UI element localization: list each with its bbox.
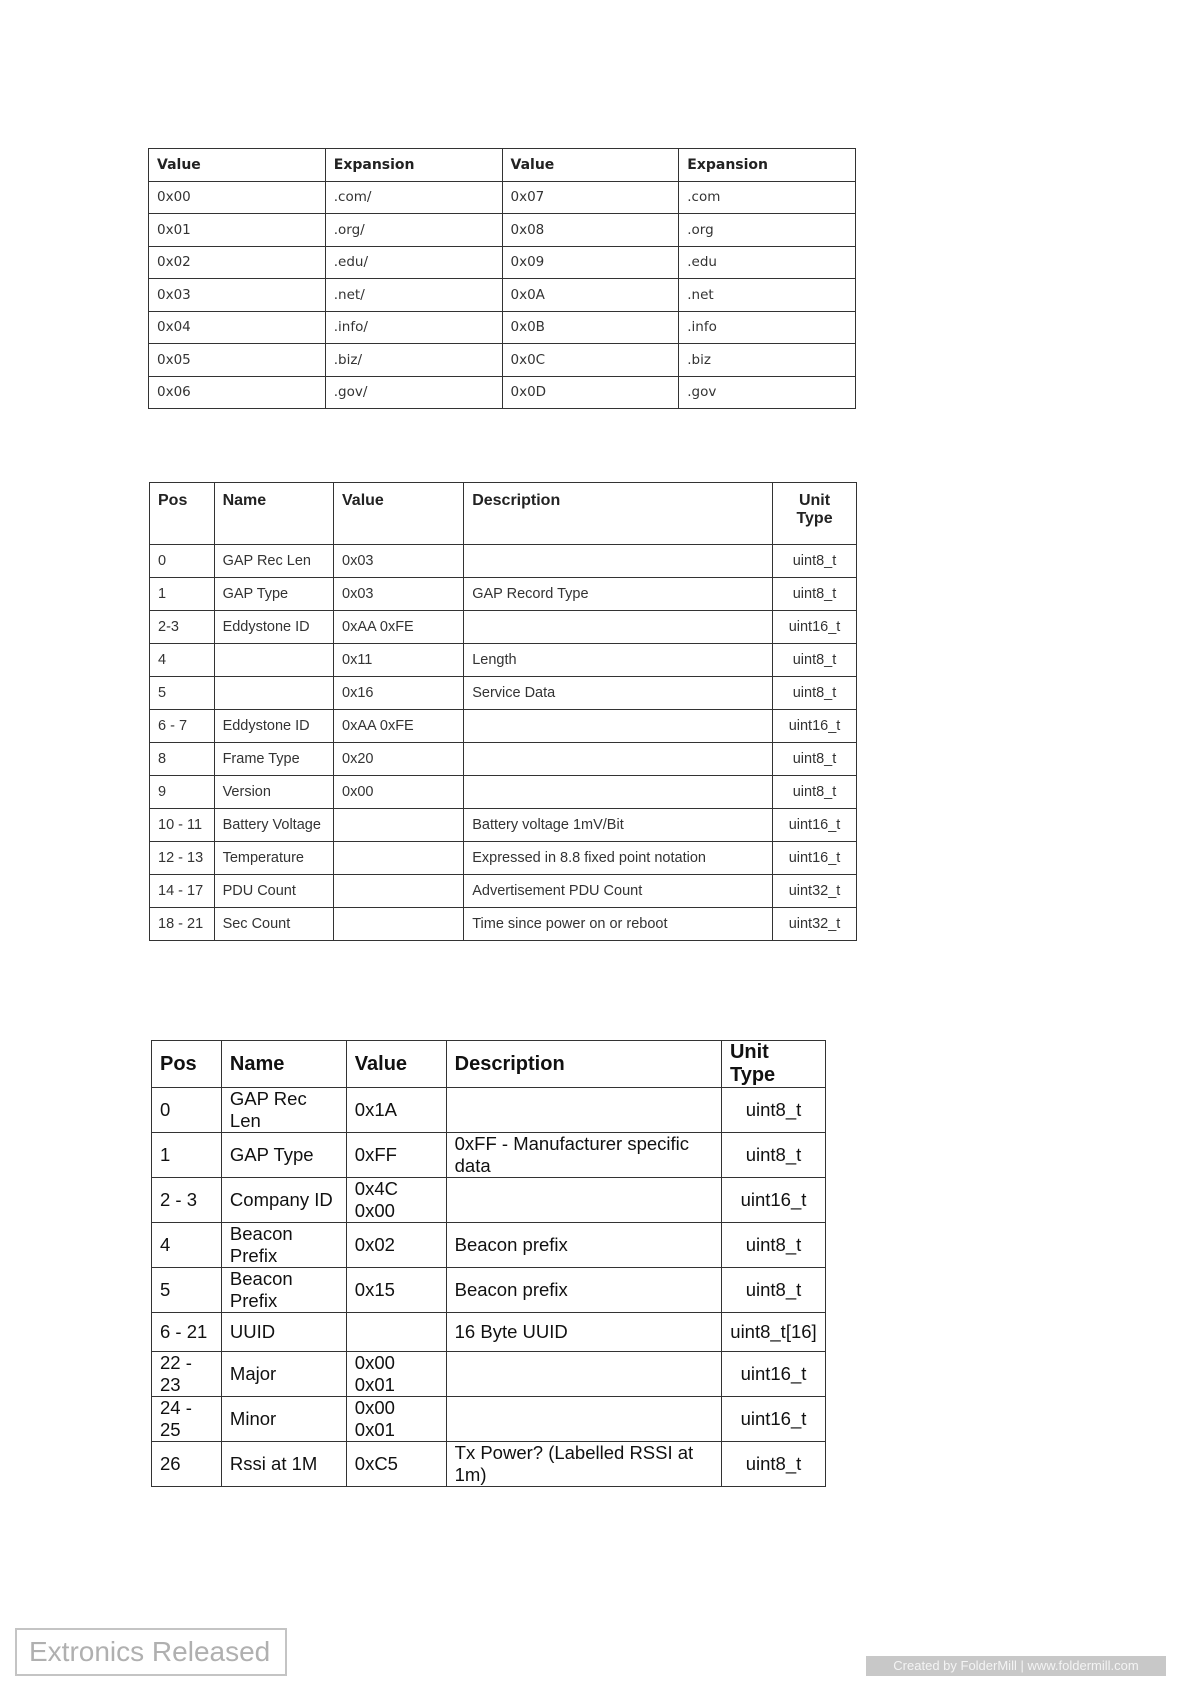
table-cell: .org/ (325, 214, 502, 247)
released-stamp: Extronics Released (15, 1628, 287, 1676)
table-cell: 6 - 21 (152, 1313, 222, 1352)
table-cell: Service Data (464, 677, 773, 710)
table-cell: Beacon prefix (446, 1223, 721, 1268)
table-cell: .gov/ (325, 376, 502, 409)
table-cell: 0x03 (334, 545, 464, 578)
table-cell: GAP Rec Len (221, 1088, 346, 1133)
eddystone-tlm-rows (150, 545, 857, 941)
table-cell: 6 - 7 (150, 710, 215, 743)
table-cell: 0x00 (149, 181, 326, 214)
table-cell: Frame Type (214, 743, 333, 776)
table-cell: .edu (679, 246, 856, 279)
table-cell: uint16_t (721, 1397, 825, 1442)
table-cell: GAP Type (221, 1133, 346, 1178)
table-cell (446, 1352, 721, 1397)
table-cell: GAP Record Type (464, 578, 773, 611)
table-cell: uint8_t (721, 1268, 825, 1313)
table-cell: 0 (150, 545, 215, 578)
table-cell: 0x0A (502, 279, 679, 312)
table-cell: 2-3 (150, 611, 215, 644)
table-cell: Temperature (214, 842, 333, 875)
table-cell: 2 - 3 (152, 1178, 222, 1223)
table-cell (334, 809, 464, 842)
table-row (149, 344, 856, 377)
table-cell: 0x20 (334, 743, 464, 776)
table-cell (214, 644, 333, 677)
table-cell: 16 Byte UUID (446, 1313, 721, 1352)
table-cell: 0x06 (149, 376, 326, 409)
table-cell: 0x00 0x01 (346, 1352, 446, 1397)
table-cell: Version (214, 776, 333, 809)
table-cell: uint32_t (773, 875, 857, 908)
table-cell: 0x08 (502, 214, 679, 247)
table-row (150, 908, 857, 941)
table-cell: 4 (150, 644, 215, 677)
table-cell: GAP Rec Len (214, 545, 333, 578)
table-cell: Time since power on or reboot (464, 908, 773, 941)
table-cell: 12 - 13 (150, 842, 215, 875)
table-header-row (152, 1041, 826, 1088)
table-cell: .org (679, 214, 856, 247)
column-header: Unit Type (773, 483, 857, 545)
table-cell: 26 (152, 1442, 222, 1487)
table-cell: 0x15 (346, 1268, 446, 1313)
table-cell (446, 1088, 721, 1133)
table-cell: Minor (221, 1397, 346, 1442)
table-row (152, 1223, 826, 1268)
column-header: Pos (152, 1041, 222, 1088)
table-header-row (150, 483, 857, 545)
table-cell: 0x07 (502, 181, 679, 214)
table-cell: uint8_t (721, 1133, 825, 1178)
table-cell: 5 (150, 677, 215, 710)
eddystone-tlm-table (149, 482, 857, 941)
table-cell (464, 545, 773, 578)
table-cell: .net/ (325, 279, 502, 312)
table-cell: uint8_t (721, 1223, 825, 1268)
column-header: Expansion (679, 149, 856, 182)
table-cell: uint8_t (773, 776, 857, 809)
table-row (152, 1088, 826, 1133)
table-cell: 0x01 (149, 214, 326, 247)
table-cell: Beacon prefix (446, 1268, 721, 1313)
table-cell: 9 (150, 776, 215, 809)
table-row (150, 710, 857, 743)
table-row (150, 644, 857, 677)
table-cell: 0x0D (502, 376, 679, 409)
table-cell: 0x0B (502, 311, 679, 344)
url-expansion-rows (149, 181, 856, 409)
table-cell: uint16_t (773, 842, 857, 875)
table-cell: GAP Type (214, 578, 333, 611)
table-cell: 1 (152, 1133, 222, 1178)
column-header: Description (446, 1041, 721, 1088)
table-cell: 1 (150, 578, 215, 611)
table-cell (334, 908, 464, 941)
table-cell: uint16_t (773, 611, 857, 644)
table-row (150, 842, 857, 875)
table-row (149, 376, 856, 409)
table-cell: .gov (679, 376, 856, 409)
table-cell: 0xAA 0xFE (334, 710, 464, 743)
table-cell: .info (679, 311, 856, 344)
table-row (149, 279, 856, 312)
table-row (149, 181, 856, 214)
table-row (150, 611, 857, 644)
table-row (149, 311, 856, 344)
table-cell: 0x00 0x01 (346, 1397, 446, 1442)
table-row (152, 1442, 826, 1487)
ibeacon-table (151, 1040, 826, 1487)
table-cell: .biz/ (325, 344, 502, 377)
table-cell: .biz (679, 344, 856, 377)
table-cell: 0x00 (334, 776, 464, 809)
column-header: Value (502, 149, 679, 182)
table-cell: .info/ (325, 311, 502, 344)
table-cell (464, 611, 773, 644)
table-cell: Expressed in 8.8 fixed point notation (464, 842, 773, 875)
table-row (150, 809, 857, 842)
table-cell: Eddystone ID (214, 710, 333, 743)
table-row (152, 1133, 826, 1178)
table-cell: 0x0C (502, 344, 679, 377)
table-cell: 0x11 (334, 644, 464, 677)
table-cell: 22 - 23 (152, 1352, 222, 1397)
table-cell: uint8_t (773, 644, 857, 677)
table-cell: 0xC5 (346, 1442, 446, 1487)
table-cell: 8 (150, 743, 215, 776)
table-cell: 0x05 (149, 344, 326, 377)
table-cell: 0xFF (346, 1133, 446, 1178)
table-cell: Battery voltage 1mV/Bit (464, 809, 773, 842)
table-cell (464, 743, 773, 776)
table-cell: uint16_t (773, 809, 857, 842)
table-cell: .com/ (325, 181, 502, 214)
table-cell: 0x09 (502, 246, 679, 279)
table-row (152, 1352, 826, 1397)
creator-watermark: Created by FolderMill | www.foldermill.com (866, 1656, 1166, 1676)
table-cell: Length (464, 644, 773, 677)
table-row (149, 246, 856, 279)
table-header-row (149, 149, 856, 182)
table-cell: uint8_t (773, 578, 857, 611)
column-header: Value (346, 1041, 446, 1088)
table-cell: 0x03 (334, 578, 464, 611)
table-row (150, 875, 857, 908)
table-cell: 0x16 (334, 677, 464, 710)
table-cell: uint32_t (773, 908, 857, 941)
table-cell: Beacon Prefix (221, 1223, 346, 1268)
table-cell: uint8_t[16] (721, 1313, 825, 1352)
column-header: Value (149, 149, 326, 182)
column-header: Unit Type (721, 1041, 825, 1088)
table-row (150, 776, 857, 809)
table-cell: .edu/ (325, 246, 502, 279)
table-cell: 5 (152, 1268, 222, 1313)
table-cell: 0x03 (149, 279, 326, 312)
column-header: Value (334, 483, 464, 545)
table-cell (334, 842, 464, 875)
table-cell: 0 (152, 1088, 222, 1133)
table-cell (464, 710, 773, 743)
table-cell: 0xFF - Manufacturer specific data (446, 1133, 721, 1178)
table-cell: uint8_t (773, 545, 857, 578)
table-row (150, 578, 857, 611)
table-cell: 14 - 17 (150, 875, 215, 908)
table-row (150, 677, 857, 710)
table-row (149, 214, 856, 247)
table-cell: 0x02 (149, 246, 326, 279)
table-cell: UUID (221, 1313, 346, 1352)
table-cell: uint16_t (721, 1352, 825, 1397)
table-cell: Eddystone ID (214, 611, 333, 644)
table-cell: Major (221, 1352, 346, 1397)
table-cell: 0x1A (346, 1088, 446, 1133)
table-cell (334, 875, 464, 908)
column-header: Name (214, 483, 333, 545)
table-cell: 0x02 (346, 1223, 446, 1268)
table-cell (464, 776, 773, 809)
table-cell: 0x4C 0x00 (346, 1178, 446, 1223)
table-cell: uint16_t (773, 710, 857, 743)
column-header: Pos (150, 483, 215, 545)
table-cell: uint8_t (773, 677, 857, 710)
table-row (152, 1178, 826, 1223)
table-row (152, 1397, 826, 1442)
table-cell: 10 - 11 (150, 809, 215, 842)
table-cell: uint8_t (721, 1442, 825, 1487)
table-row (152, 1313, 826, 1352)
table-cell: .com (679, 181, 856, 214)
table-cell: 0xAA 0xFE (334, 611, 464, 644)
table-row (150, 545, 857, 578)
table-cell: .net (679, 279, 856, 312)
url-expansion-table (148, 148, 856, 409)
table-row (150, 743, 857, 776)
table-cell (446, 1397, 721, 1442)
table-cell: Sec Count (214, 908, 333, 941)
table-cell: uint16_t (721, 1178, 825, 1223)
column-header: Name (221, 1041, 346, 1088)
table-cell: PDU Count (214, 875, 333, 908)
table-cell (346, 1313, 446, 1352)
table-cell: Beacon Prefix (221, 1268, 346, 1313)
table-cell: Battery Voltage (214, 809, 333, 842)
table-cell: Tx Power? (Labelled RSSI at 1m) (446, 1442, 721, 1487)
table-cell: Company ID (221, 1178, 346, 1223)
table-cell: 24 - 25 (152, 1397, 222, 1442)
table-cell: 18 - 21 (150, 908, 215, 941)
table-cell: uint8_t (773, 743, 857, 776)
column-header: Description (464, 483, 773, 545)
table-row (152, 1268, 826, 1313)
table-cell (446, 1178, 721, 1223)
table-cell: 4 (152, 1223, 222, 1268)
table-cell (214, 677, 333, 710)
column-header: Expansion (325, 149, 502, 182)
ibeacon-rows (152, 1088, 826, 1487)
table-cell: uint8_t (721, 1088, 825, 1133)
table-cell: Advertisement PDU Count (464, 875, 773, 908)
table-cell: Rssi at 1M (221, 1442, 346, 1487)
table-cell: 0x04 (149, 311, 326, 344)
